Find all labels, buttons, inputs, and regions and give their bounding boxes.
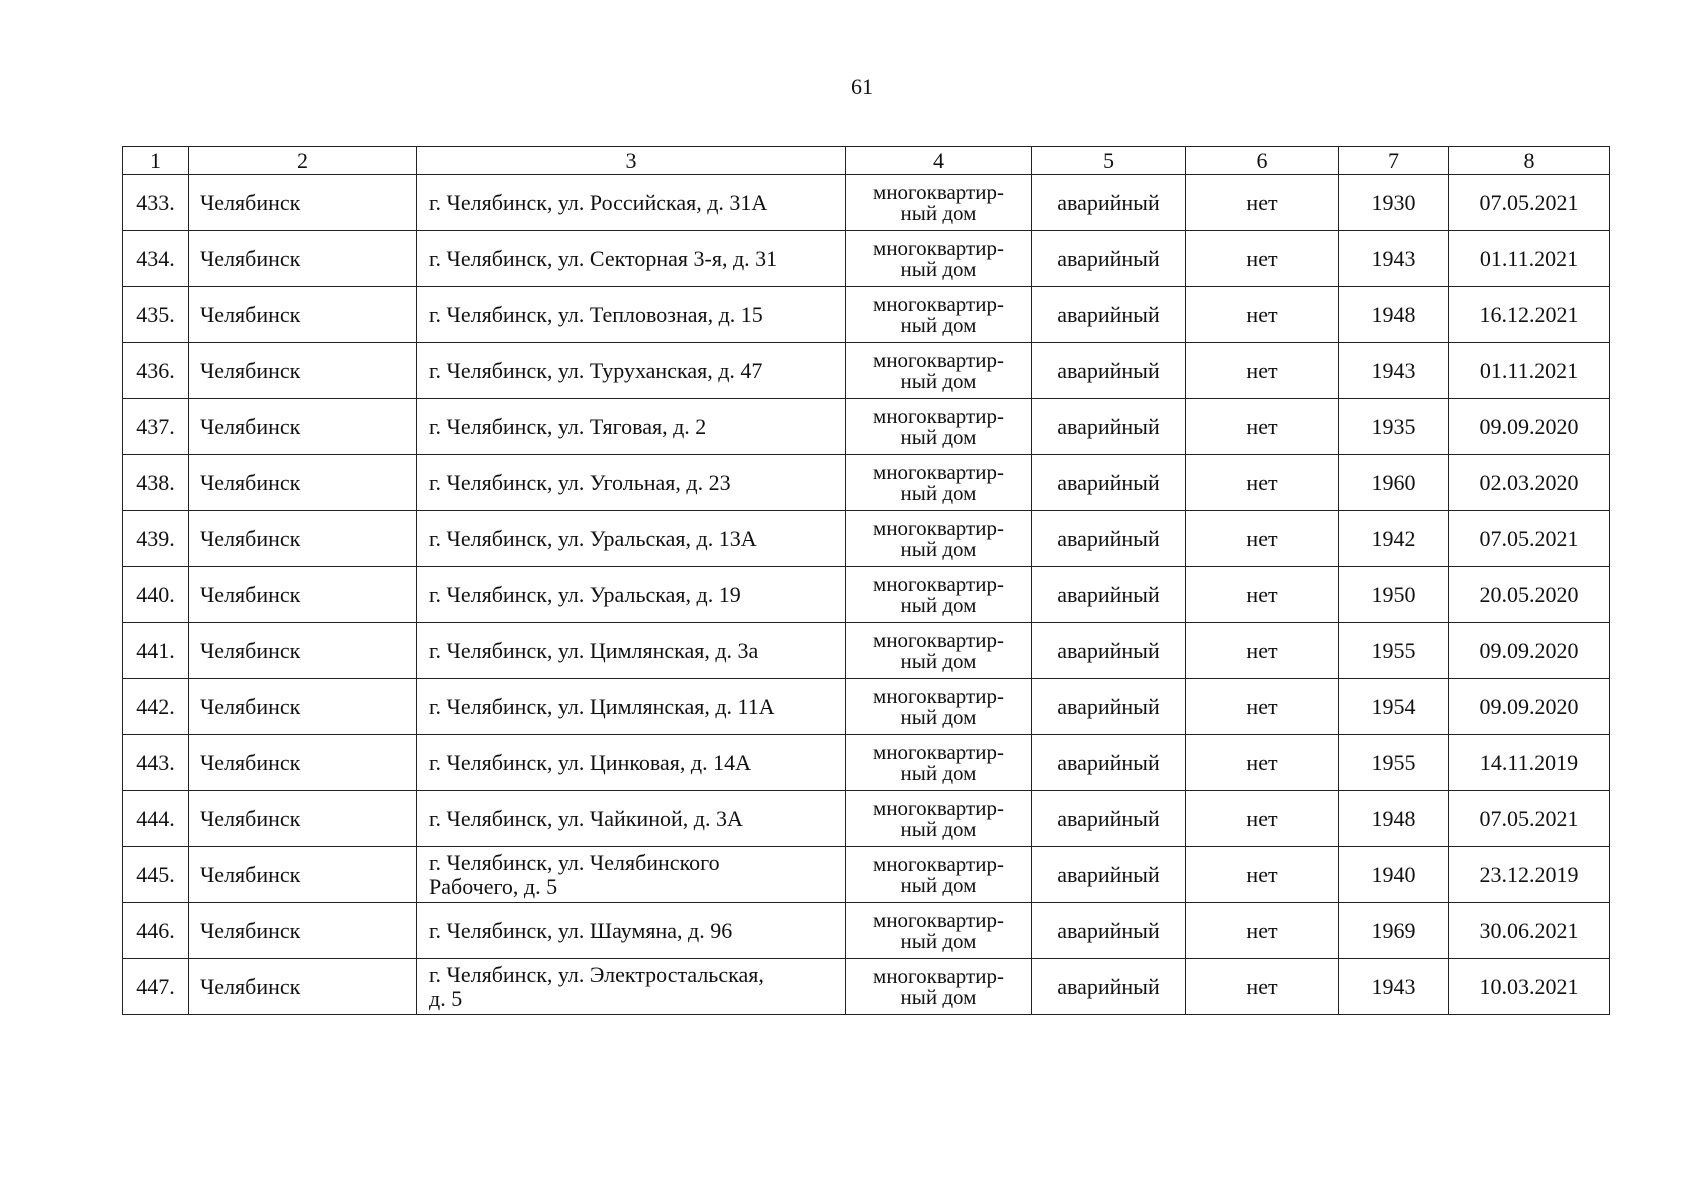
year-cell: 1948	[1339, 791, 1449, 847]
building-type-cell: многоквартир- ный дом	[846, 455, 1032, 511]
building-type-cell: многоквартир- ный дом	[846, 735, 1032, 791]
row-number-cell: 443.	[123, 735, 189, 791]
building-type-cell: многоквартир- ный дом	[846, 399, 1032, 455]
flag-cell: нет	[1186, 175, 1339, 231]
row-number-cell: 444.	[123, 791, 189, 847]
date-cell: 10.03.2021	[1449, 959, 1610, 1015]
column-header: 2	[189, 147, 417, 175]
city-cell: Челябинск	[189, 399, 417, 455]
column-header: 8	[1449, 147, 1610, 175]
address-cell: г. Челябинск, ул. Тепловозная, д. 15	[417, 287, 846, 343]
city-cell: Челябинск	[189, 679, 417, 735]
year-cell: 1954	[1339, 679, 1449, 735]
column-header: 1	[123, 147, 189, 175]
row-number-cell: 445.	[123, 847, 189, 903]
flag-cell: нет	[1186, 231, 1339, 287]
table-row	[123, 791, 1610, 847]
flag-cell: нет	[1186, 679, 1339, 735]
year-cell: 1943	[1339, 231, 1449, 287]
address-cell: г. Челябинск, ул. Туруханская, д. 47	[417, 343, 846, 399]
date-cell: 07.05.2021	[1449, 175, 1610, 231]
city-cell: Челябинск	[189, 175, 417, 231]
table-row	[123, 567, 1610, 623]
year-cell: 1940	[1339, 847, 1449, 903]
date-cell: 14.11.2019	[1449, 735, 1610, 791]
year-cell: 1955	[1339, 735, 1449, 791]
flag-cell: нет	[1186, 343, 1339, 399]
condition-cell: аварийный	[1032, 735, 1186, 791]
column-header: 6	[1186, 147, 1339, 175]
condition-cell: аварийный	[1032, 231, 1186, 287]
row-number-cell: 441.	[123, 623, 189, 679]
page-number: 61	[851, 74, 873, 99]
city-cell: Челябинск	[189, 511, 417, 567]
flag-cell: нет	[1186, 399, 1339, 455]
year-cell: 1969	[1339, 903, 1449, 959]
city-cell: Челябинск	[189, 735, 417, 791]
building-type-cell: многоквартир- ный дом	[846, 679, 1032, 735]
flag-cell: нет	[1186, 847, 1339, 903]
address-cell: г. Челябинск, ул. Чайкиной, д. 3А	[417, 791, 846, 847]
building-type-cell: многоквартир- ный дом	[846, 231, 1032, 287]
year-cell: 1935	[1339, 399, 1449, 455]
address-cell: г. Челябинск, ул. Челябинского Рабочего, д. 5	[417, 847, 846, 903]
date-cell: 09.09.2020	[1449, 623, 1610, 679]
city-cell: Челябинск	[189, 567, 417, 623]
condition-cell: аварийный	[1032, 511, 1186, 567]
table-row	[123, 455, 1610, 511]
row-number-cell: 433.	[123, 175, 189, 231]
building-type-cell: многоквартир- ный дом	[846, 791, 1032, 847]
row-number-cell: 447.	[123, 959, 189, 1015]
condition-cell: аварийный	[1032, 903, 1186, 959]
year-cell: 1942	[1339, 511, 1449, 567]
year-cell: 1955	[1339, 623, 1449, 679]
table-row	[123, 735, 1610, 791]
address-cell: г. Челябинск, ул. Цинковая, д. 14А	[417, 735, 846, 791]
building-type-cell: многоквартир- ный дом	[846, 567, 1032, 623]
address-cell: г. Челябинск, ул. Электростальская, д. 5	[417, 959, 846, 1015]
year-cell: 1960	[1339, 455, 1449, 511]
building-type-cell: многоквартир- ный дом	[846, 511, 1032, 567]
table-row	[123, 903, 1610, 959]
date-cell: 09.09.2020	[1449, 399, 1610, 455]
row-number-cell: 436.	[123, 343, 189, 399]
condition-cell: аварийный	[1032, 455, 1186, 511]
flag-cell: нет	[1186, 511, 1339, 567]
date-cell: 02.03.2020	[1449, 455, 1610, 511]
condition-cell: аварийный	[1032, 847, 1186, 903]
row-number-cell: 440.	[123, 567, 189, 623]
city-cell: Челябинск	[189, 231, 417, 287]
flag-cell: нет	[1186, 735, 1339, 791]
address-cell: г. Челябинск, ул. Уральская, д. 19	[417, 567, 846, 623]
column-header: 7	[1339, 147, 1449, 175]
date-cell: 23.12.2019	[1449, 847, 1610, 903]
flag-cell: нет	[1186, 455, 1339, 511]
year-cell: 1930	[1339, 175, 1449, 231]
row-number-cell: 435.	[123, 287, 189, 343]
date-cell: 09.09.2020	[1449, 679, 1610, 735]
building-type-cell: многоквартир- ный дом	[846, 623, 1032, 679]
year-cell: 1943	[1339, 343, 1449, 399]
building-type-cell: многоквартир- ный дом	[846, 847, 1032, 903]
address-cell: г. Челябинск, ул. Тяговая, д. 2	[417, 399, 846, 455]
address-cell: г. Челябинск, ул. Угольная, д. 23	[417, 455, 846, 511]
condition-cell: аварийный	[1032, 959, 1186, 1015]
condition-cell: аварийный	[1032, 399, 1186, 455]
table-row	[123, 511, 1610, 567]
date-cell: 07.05.2021	[1449, 791, 1610, 847]
city-cell: Челябинск	[189, 343, 417, 399]
row-number-cell: 438.	[123, 455, 189, 511]
column-header: 4	[846, 147, 1032, 175]
condition-cell: аварийный	[1032, 567, 1186, 623]
date-cell: 20.05.2020	[1449, 567, 1610, 623]
city-cell: Челябинск	[189, 903, 417, 959]
condition-cell: аварийный	[1032, 343, 1186, 399]
address-cell: г. Челябинск, ул. Уральская, д. 13А	[417, 511, 846, 567]
building-type-cell: многоквартир- ный дом	[846, 287, 1032, 343]
table-row	[123, 847, 1610, 903]
building-type-cell: многоквартир- ный дом	[846, 903, 1032, 959]
date-cell: 16.12.2021	[1449, 287, 1610, 343]
address-cell: г. Челябинск, ул. Цимлянская, д. 11А	[417, 679, 846, 735]
table-row	[123, 399, 1610, 455]
city-cell: Челябинск	[189, 287, 417, 343]
date-cell: 01.11.2021	[1449, 343, 1610, 399]
housing-registry-table	[122, 146, 1610, 1015]
row-number-cell: 437.	[123, 399, 189, 455]
city-cell: Челябинск	[189, 791, 417, 847]
address-cell: г. Челябинск, ул. Российская, д. 31А	[417, 175, 846, 231]
table-body	[123, 147, 1610, 1015]
row-number-cell: 442.	[123, 679, 189, 735]
city-cell: Челябинск	[189, 847, 417, 903]
date-cell: 01.11.2021	[1449, 231, 1610, 287]
address-cell: г. Челябинск, ул. Шаумяна, д. 96	[417, 903, 846, 959]
column-header: 5	[1032, 147, 1186, 175]
condition-cell: аварийный	[1032, 175, 1186, 231]
condition-cell: аварийный	[1032, 791, 1186, 847]
row-number-cell: 439.	[123, 511, 189, 567]
city-cell: Челябинск	[189, 959, 417, 1015]
date-cell: 30.06.2021	[1449, 903, 1610, 959]
table-row	[123, 287, 1610, 343]
building-type-cell: многоквартир- ный дом	[846, 343, 1032, 399]
flag-cell: нет	[1186, 567, 1339, 623]
year-cell: 1950	[1339, 567, 1449, 623]
table-row	[123, 679, 1610, 735]
table-row	[123, 231, 1610, 287]
address-cell: г. Челябинск, ул. Секторная 3-я, д. 31	[417, 231, 846, 287]
flag-cell: нет	[1186, 287, 1339, 343]
flag-cell: нет	[1186, 959, 1339, 1015]
city-cell: Челябинск	[189, 623, 417, 679]
row-number-cell: 434.	[123, 231, 189, 287]
table-row	[123, 959, 1610, 1015]
year-cell: 1943	[1339, 959, 1449, 1015]
year-cell: 1948	[1339, 287, 1449, 343]
condition-cell: аварийный	[1032, 623, 1186, 679]
table-row	[123, 175, 1610, 231]
address-cell: г. Челябинск, ул. Цимлянская, д. 3а	[417, 623, 846, 679]
condition-cell: аварийный	[1032, 287, 1186, 343]
building-type-cell: многоквартир- ный дом	[846, 959, 1032, 1015]
city-cell: Челябинск	[189, 455, 417, 511]
column-header: 3	[417, 147, 846, 175]
flag-cell: нет	[1186, 623, 1339, 679]
flag-cell: нет	[1186, 791, 1339, 847]
condition-cell: аварийный	[1032, 679, 1186, 735]
flag-cell: нет	[1186, 903, 1339, 959]
table-header-row	[123, 147, 1610, 175]
row-number-cell: 446.	[123, 903, 189, 959]
table-row	[123, 623, 1610, 679]
building-type-cell: многоквартир- ный дом	[846, 175, 1032, 231]
date-cell: 07.05.2021	[1449, 511, 1610, 567]
table-row	[123, 343, 1610, 399]
